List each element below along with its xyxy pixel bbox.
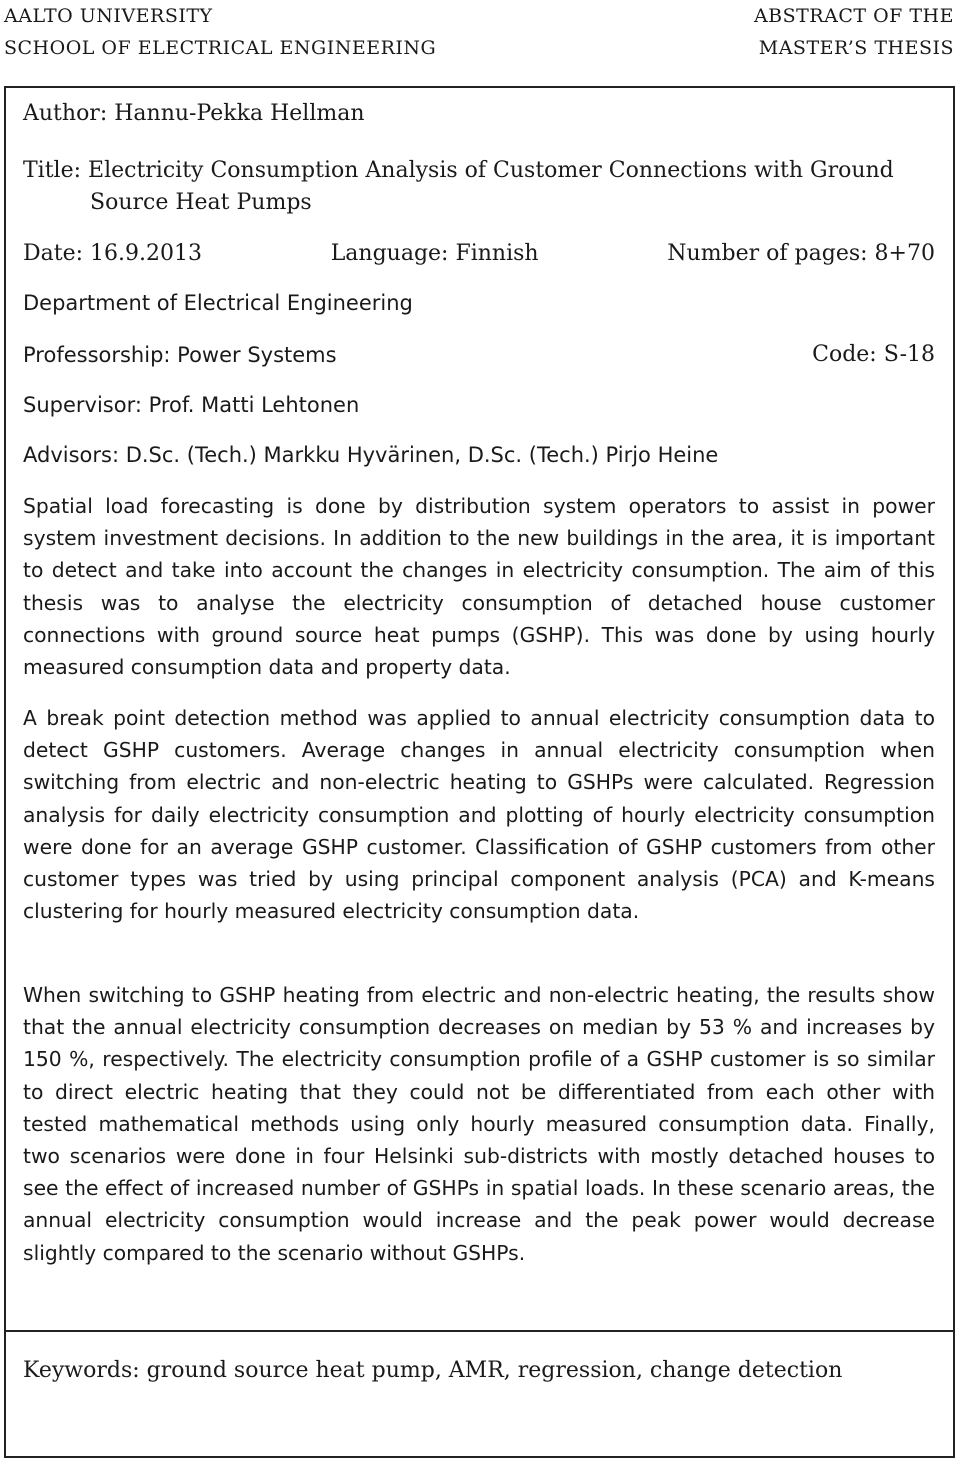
supervisor-line: Supervisor: Prof. Matti Lehtonen	[23, 393, 360, 417]
document-type-line2: MASTER’S THESIS	[758, 37, 954, 59]
language-field: Language: Finnish	[330, 241, 539, 266]
school-name: SCHOOL OF ELECTRICAL ENGINEERING	[4, 37, 437, 59]
title-line-1: Title: Electricity Consumption Analysis of Customer Connections with Ground	[23, 158, 894, 183]
date-field: Date: 16.9.2013	[23, 241, 202, 266]
professorship-row	[23, 339, 935, 371]
abstract-frame	[4, 86, 955, 1458]
date-language-pages-row	[23, 238, 935, 270]
code-field: Code: S-18	[812, 342, 935, 367]
advisors-line: Advisors: D.Sc. (Tech.) Markku Hyvärinen, D.Sc. (Tech.) Pirjo Heine	[23, 443, 719, 467]
abstract-paragraph-3: When switching to GSHP heating from electric and non-electric heating, the results show that the annual electricity consumption decreases on median by 53 % and increases by 150 %, respectively. The electricity consumption profile of a GSHP customer is so similar to direct electric heating that they could not be differentiated from each other with tested mathematical methods using only hourly measured consumption data. Finally, two scenarios were done in four Helsinki sub-districts with mostly detached houses to see the effect of increased number of GSHPs in spatial loads. In these scenario areas, the annual electricity consumption would increase and the peak power would decrease slightly compared to the scenario without GSHPs.	[23, 983, 935, 1265]
professorship-field: Professorship: Power Systems	[23, 343, 337, 367]
abstract-paragraph-1: Spatial load forecasting is done by distribution system operators to assist in power system investment decisions. In addition to the new buildings in the area, it is important to detect and take into account the changes in electricity consumption. The aim of this thesis was to analyse the electricity consumption of detached house customer connections with ground source heat pumps (GSHP). This was done by using hourly measured consumption data and property data.	[23, 494, 935, 680]
university-name: AALTO UNIVERSITY	[4, 5, 213, 27]
department-line: Department of Electrical Engineering	[23, 291, 413, 315]
header-left	[4, 0, 436, 64]
keywords-line: Keywords: ground source heat pump, AMR, regression, change detection	[23, 1358, 843, 1383]
author-line: Author: Hannu-Pekka Hellman	[23, 101, 365, 126]
abstract-paragraph-2: A break point detection method was applied to annual electricity consumption data to detect GSHP customers. Average changes in annual electricity consumption when switching from electric and non-electric heating to GSHPs were calculated. Regression analysis for daily electricity consumption and plotting of hourly electricity consumption were done for an average GSHP customer. Classification of GSHP customers from other customer types was tried by using principal component analysis (PCA) and K-means clustering for hourly measured electricity consumption data.	[23, 706, 935, 924]
title-line-2: Source Heat Pumps	[90, 190, 312, 215]
pages-field: Number of pages: 8+70	[667, 241, 935, 266]
document-type-line1: ABSTRACT OF THE	[753, 5, 954, 27]
header-right	[754, 0, 954, 64]
keywords-divider	[6, 1330, 953, 1332]
